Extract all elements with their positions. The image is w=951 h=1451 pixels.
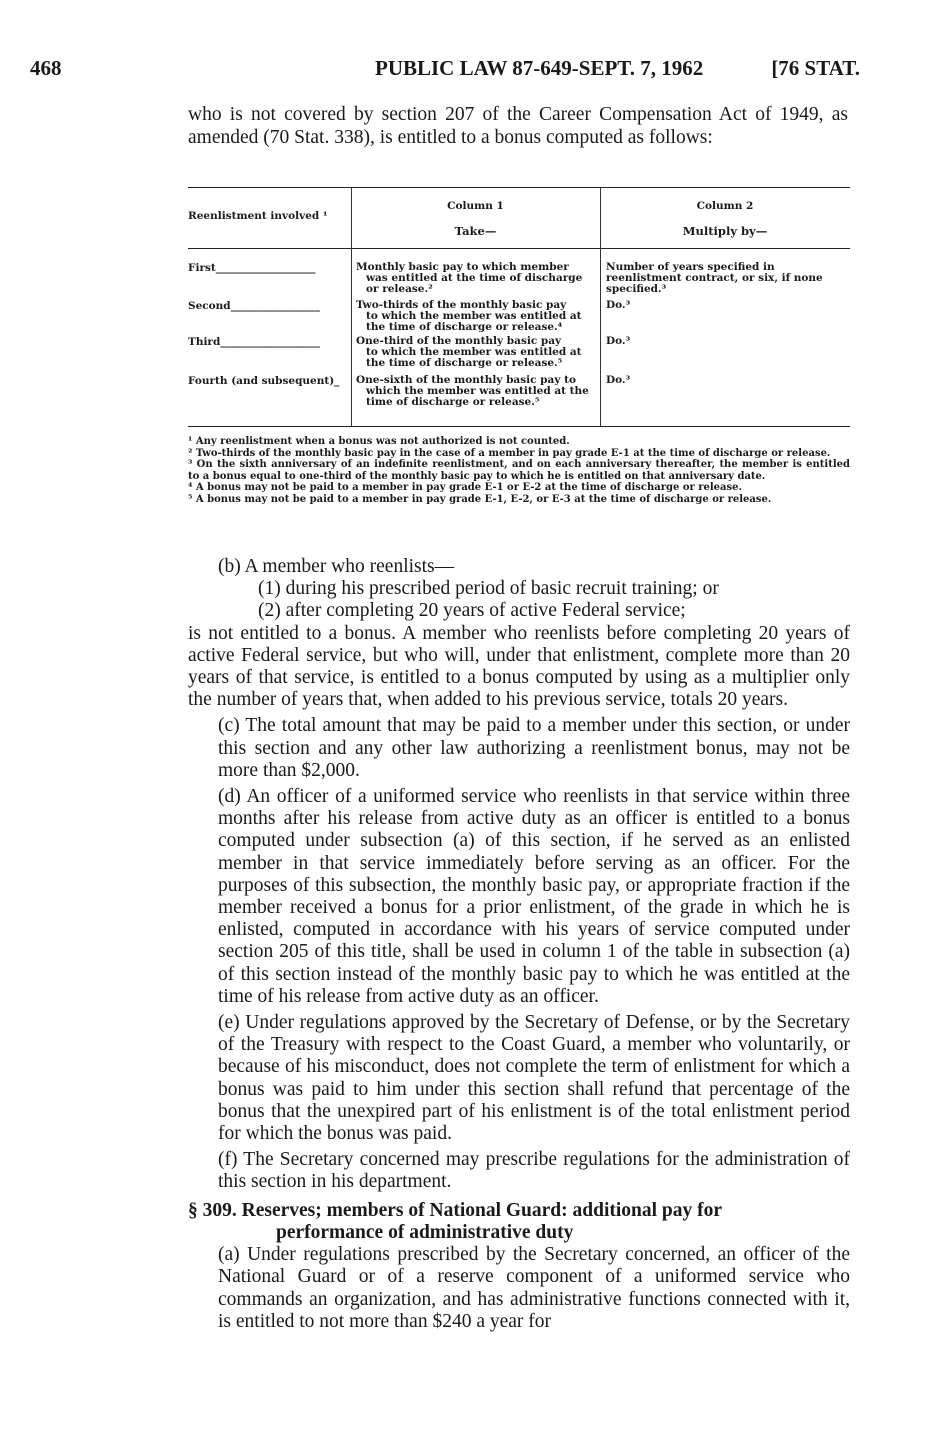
row-label: First___________________ <box>188 262 316 274</box>
section-309-heading <box>188 1200 850 1244</box>
page-number: 468 <box>30 56 62 80</box>
row-column-1-line-2: to which the member was entitled at the time of discharge or release.⁴ <box>366 310 582 333</box>
subsection-b-clause-2: (2) after completing 20 years of active Federal service; <box>258 600 686 622</box>
row-column-1 <box>356 375 594 408</box>
footnote: ² Two-thirds of the monthly basic pay in the case of a member in pay grade E-1 at the time of discharge or release. <box>188 447 831 459</box>
header-column-2: Column 2 <box>696 200 754 212</box>
table-divider-1 <box>351 187 352 426</box>
row-column-1-line-1: One-sixth of the monthly basic pay to <box>356 374 576 386</box>
page-header <box>30 56 860 86</box>
header-column-2-sub: Multiply by— <box>682 224 768 238</box>
header-column-1-sub: Take— <box>454 224 497 238</box>
row-column-1 <box>356 300 594 333</box>
table-header-rule <box>188 248 850 249</box>
row-column-1-line-1: Two-thirds of the monthly basic pay <box>356 299 567 311</box>
statute-reference: [76 STAT. <box>771 56 860 80</box>
subsection-b-clause-1: (1) during his prescribed period of basic recruit training; or <box>258 578 719 600</box>
header-reenlistment: Reenlistment involved ¹ <box>188 210 328 222</box>
table-top-rule <box>188 187 850 188</box>
row-column-1-line-2: which the member was entitled at the time of discharge or release.⁵ <box>366 385 589 408</box>
row-label: Fourth (and subsequent)_ <box>188 375 340 387</box>
section-title-line-2: performance of administrative duty <box>276 1221 574 1243</box>
subsection-f: (f) The Secretary concerned may prescribe regulations for the administration of this section in his department. <box>218 1149 850 1193</box>
section-309-subsection-a: (a) Under regulations prescribed by the Secretary concerned, an officer of the National Guard or of a reserve component of a uniformed service who commands an organization, and has administrative functions connected with it, is entitled to not more than $240 a year for <box>218 1244 850 1332</box>
footnote: ⁴ A bonus may not be paid to a member in pay grade E-1 or E-2 at the time of discharge or release. <box>188 482 742 493</box>
row-column-1-line-2: to which the member was entitled at the time of discharge or release.⁵ <box>366 346 582 369</box>
subsection-b-intro: (b) A member who reenlists— <box>218 556 455 577</box>
row-column-1 <box>356 336 594 369</box>
row-column-2: Number of years specified in reenlistment contract, or six, if none specified.³ <box>606 261 823 295</box>
footnote: ¹ Any reenlistment when a bonus was not authorized is not counted. <box>188 436 570 447</box>
footnote: ⁵ A bonus may not be paid to a member in pay grade E-1, E-2, or E-3 at the time of discharge or release. <box>188 493 772 505</box>
subsection-b-text: is not entitled to a bonus. A member who reenlists before completing 20 years of active Federal service, but who will, under that enlistment, complete more than 20 years of that service, is entitled to a bonus computed by using as a multiplier only the number of years that, when added to his previous service, totals 20 years. <box>188 622 850 711</box>
row-label: Third___________________ <box>188 336 321 348</box>
table-divider-2 <box>600 187 601 426</box>
table-footnotes <box>188 436 850 505</box>
header-column-1: Column 1 <box>447 200 504 212</box>
row-column-1 <box>356 262 594 295</box>
subsection-d: (d) An officer of a uniformed service who reenlists in that service within three months after his release from active duty as an officer is entitled to a bonus computed under subsection (a) of this section, if he served as an enlisted member in that service immediately before serving as an officer. For the purposes of this subsection, the monthly basic pay, or appropriate fraction if the member received a bonus for a prior enlistment, of the grade in which he is enlisted, computed in accordance with his years of service computed under section 205 of this title, shall be used in column 1 of the table in subsection (a) of this section instead of the monthly basic pay to which he was entitled at the time of his release from active duty as an officer. <box>218 786 850 1007</box>
footnote: ³ On the sixth anniversary of an indefinite reenlistment, and on each anniversary thereafter, the member is entitled to a bonus equal to one-third of the monthly basic pay to which he is entitled on that anniversary date. <box>188 459 850 482</box>
subsection-e: (e) Under regulations approved by the Secretary of Defense, or by the Secretary of the Treasury with respect to the Coast Guard, a member who voluntarily, or because of his misconduct, does not complete the term of enlistment for which a bonus was paid to him under this section shall refund that percentage of the bonus that the unexpired part of his enlistment is of the total enlistment period for which the bonus was paid. <box>218 1012 850 1145</box>
row-column-2: Do.³ <box>606 299 631 311</box>
row-column-2: Do.³ <box>606 374 631 386</box>
subsection-c: (c) The total amount that may be paid to a member under this section, or under this section and any other law authorizing a reenlistment bonus, may not be more than $2,000. <box>218 715 850 781</box>
row-column-2: Do.³ <box>606 335 631 347</box>
law-title: PUBLIC LAW 87-649-SEPT. 7, 1962 <box>375 56 704 80</box>
intro-paragraph: who is not covered by section 207 of the Career Compensation Act of 1949, as amended (70 Stat. 338), is entitled to a bonus computed as follows: <box>188 104 848 148</box>
row-label: Second_________________ <box>188 300 320 312</box>
table-bottom-rule <box>188 426 850 427</box>
row-column-1-line-1: Monthly basic pay to which member <box>356 261 569 273</box>
body-text <box>188 556 850 1333</box>
row-column-1-line-2: was entitled at the time of discharge or release.² <box>366 272 583 295</box>
bonus-table <box>188 180 850 426</box>
row-column-1-line-1: One-third of the monthly basic pay <box>356 335 562 347</box>
section-title-line-1: § 309. Reserves; members of National Guard: additional pay for <box>188 1199 723 1221</box>
